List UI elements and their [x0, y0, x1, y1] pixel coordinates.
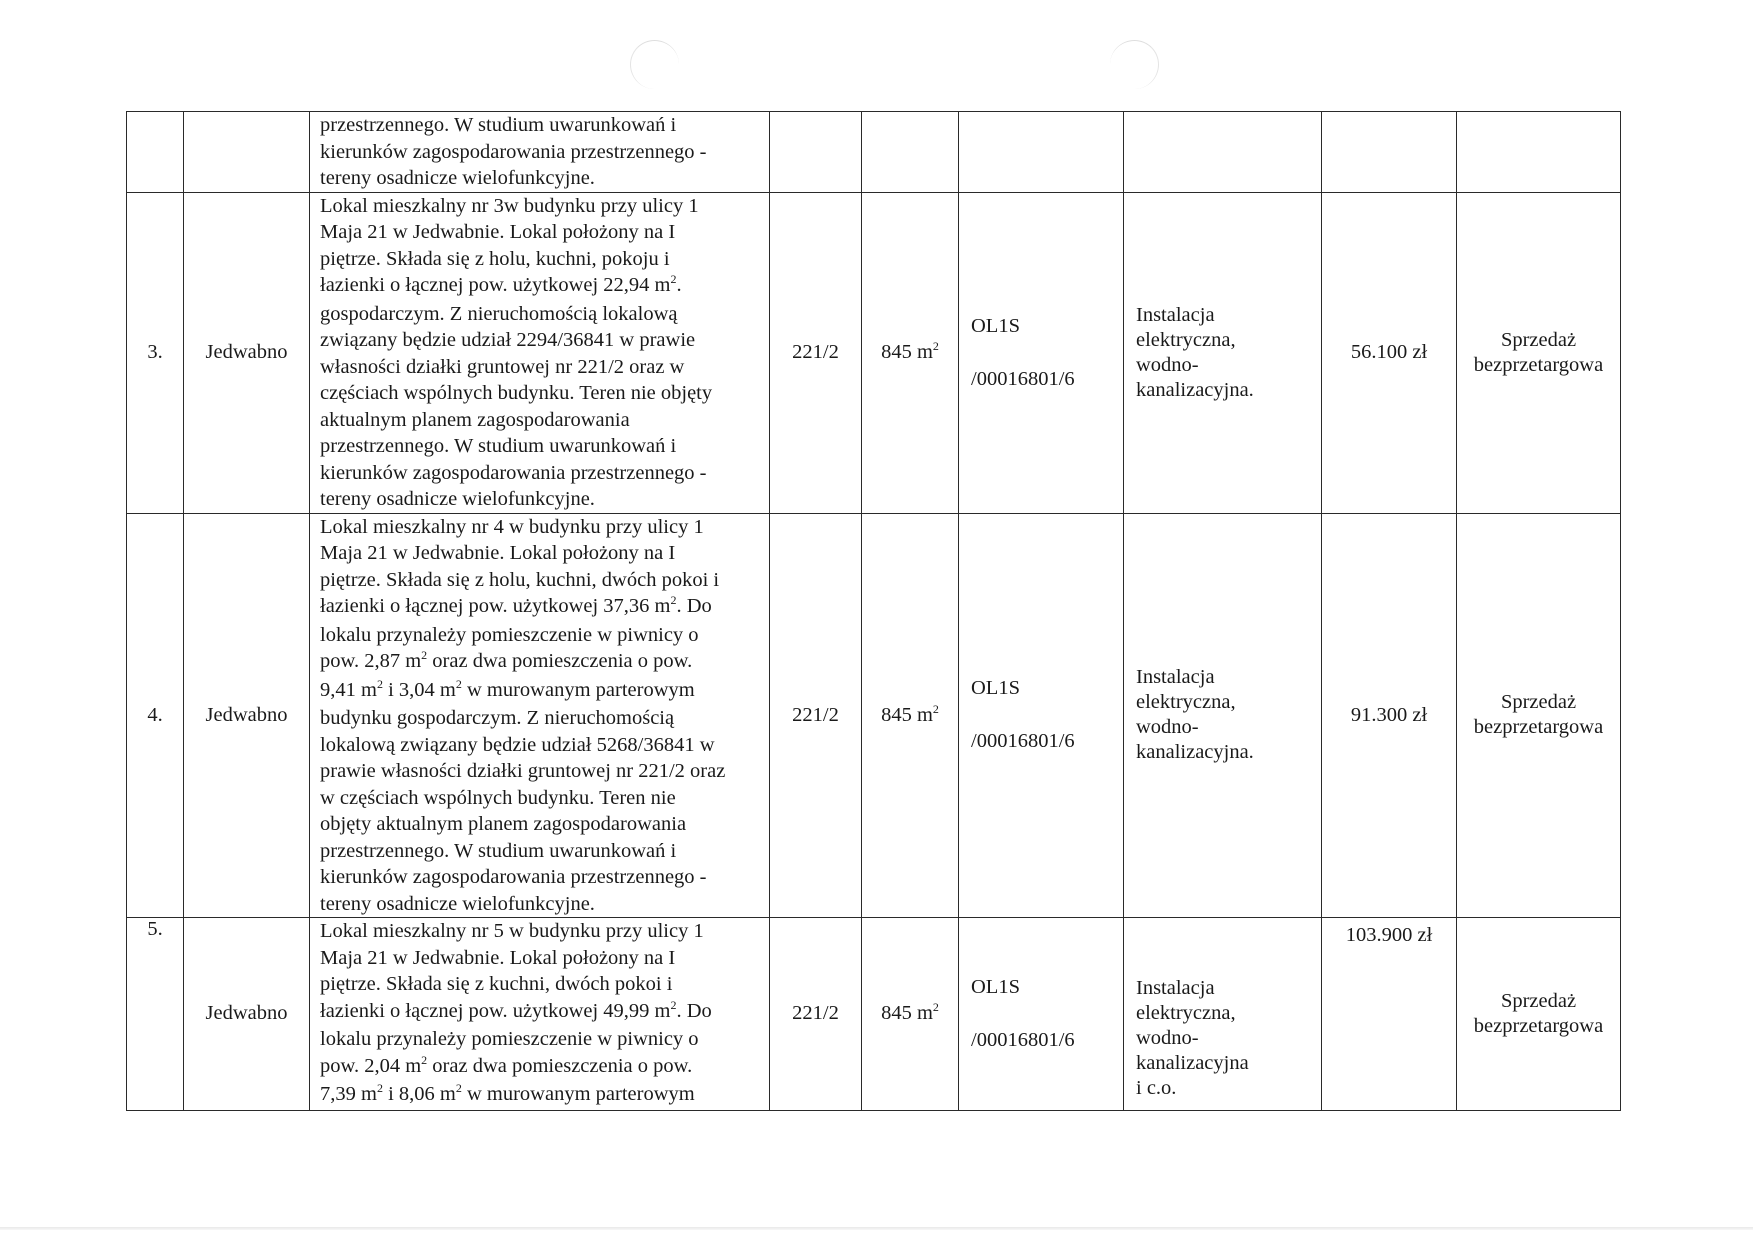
land-register-cell [959, 192, 1124, 513]
superscript-2: 2 [670, 272, 677, 286]
description-line: tereny osadnicze wielofunkcyjne. [320, 488, 595, 510]
superscript-2: 2 [932, 701, 939, 716]
land-register-number: /00016801/6 [971, 1028, 1075, 1051]
table-row [127, 513, 1621, 918]
sale-form-line: Sprzedaż [1500, 328, 1577, 351]
utilities-line: Instalacja [1136, 977, 1215, 1000]
land-register-number: /00016801/6 [971, 730, 1075, 753]
utilities-line: elektryczna, [1136, 691, 1236, 714]
description-line: prawie własności działki gruntowej nr 221/2 oraz [320, 760, 726, 782]
description-line: piętrze. Składa się z holu, kuchni, pokoju i [320, 247, 670, 270]
superscript-2: 2 [421, 648, 428, 662]
superscript-2: 2 [376, 1081, 383, 1095]
plot-number-cell: 221/2 [770, 192, 862, 513]
land-register-prefix: OL1S [971, 975, 1020, 998]
scan-edge [0, 1227, 1753, 1230]
description-line: związany będzie udział 2294/36841 w prawie [320, 329, 696, 351]
utilities-line: Instalacja [1136, 303, 1215, 326]
description-line: Lokal mieszkalny nr 5 w budynku przy ulicy 1 [320, 920, 704, 942]
punch-hole-right [1110, 40, 1159, 89]
location-cell: Jedwabno [184, 513, 310, 918]
description-line: kierunków zagospodarowania przestrzennego - [320, 866, 707, 888]
price-cell [1322, 112, 1457, 193]
sale-form-cell [1457, 192, 1621, 513]
plot-area-cell: 845 $m^2$ [862, 918, 959, 1111]
utilities-line: kanalizacyjna. [1136, 741, 1254, 764]
price-cell: 103.900 zł [1322, 918, 1457, 1111]
description-line: w częściach wspólnych budynku. Teren nie [320, 786, 676, 809]
land-register-cell [959, 112, 1124, 193]
description-cell [310, 513, 770, 918]
description-line: przestrzennego. W studium uwarunkowań i [320, 839, 677, 862]
description-line: własności działki gruntowej nr 221/2 oraz w [320, 355, 685, 378]
row-number-cell: 5. [127, 918, 184, 1111]
description-line: częściach wspólnych budynku. Teren nie objęty [320, 382, 713, 404]
description-line: Maja 21 w Jedwabnie. Lokal położony na I [320, 946, 676, 969]
table-row [127, 192, 1621, 513]
sale-form-cell [1457, 513, 1621, 918]
description-line: pow. 2,04 $m^2$ oraz dwa pomieszczenia o pow. [320, 1052, 693, 1077]
description-line: przestrzennego. W studium uwarunkowań i [320, 114, 677, 136]
plot-area-cell: 845 $m^2$ [862, 192, 959, 513]
price-cell: 91.300 zł [1322, 513, 1457, 918]
table-row [127, 112, 1621, 193]
description-line: kierunków zagospodarowania przestrzennego - [320, 140, 707, 163]
description-cell [310, 112, 770, 193]
description-line: pow. 2,87 $m^2$ oraz dwa pomieszczenia o pow. [320, 648, 693, 672]
land-register-cell [959, 918, 1124, 1111]
sale-form-line: bezprzetargowa [1473, 716, 1604, 739]
description-line: piętrze. Składa się z kuchni, dwóch pokoi i [320, 973, 673, 995]
land-register-cell [959, 513, 1124, 918]
property-table [126, 111, 1621, 1111]
punch-hole-left [630, 40, 679, 89]
description-line: Maja 21 w Jedwabnie. Lokal położony na I [320, 542, 676, 564]
description-line: aktualnym planem zagospodarowania [320, 408, 630, 431]
utilities-line: i c.o. [1136, 1077, 1177, 1100]
description-line: lokalu przynależy pomieszczenie w piwnicy o [320, 623, 699, 646]
description-line: gospodarczym. Z nieruchomością lokalową [320, 302, 678, 325]
sale-form-line: Sprzedaż [1500, 989, 1577, 1012]
description-line: łazienki o łącznej pow. użytkowej 37,36 $m^2$. Do [320, 593, 712, 617]
sale-form-line: bezprzetargowa [1473, 353, 1604, 376]
utilities-cell [1124, 513, 1322, 918]
description-line: przestrzennego. W studium uwarunkowań i [320, 435, 677, 457]
table-row [127, 918, 1621, 1111]
row-number-cell [127, 112, 184, 193]
description-line: lokalową związany będzie udział 5268/36841 w [320, 733, 715, 756]
sale-form-cell [1457, 112, 1621, 193]
utilities-line: elektryczna, [1136, 328, 1236, 351]
utilities-line: kanalizacyjna. [1136, 378, 1254, 401]
description-line: piętrze. Składa się z holu, kuchni, dwóch pokoi i [320, 568, 720, 591]
plot-number-cell: 221/2 [770, 513, 862, 918]
row-number-cell: 4. [127, 513, 184, 918]
utilities-line: wodno- [1136, 716, 1199, 739]
superscript-2: 2 [670, 997, 677, 1012]
plot-area-cell [862, 112, 959, 193]
description-line: tereny osadnicze wielofunkcyjne. [320, 892, 595, 915]
superscript-2: 2 [670, 593, 677, 607]
superscript-2: 2 [376, 676, 383, 691]
plot-number-cell: 221/2 [770, 918, 862, 1111]
description-line: lokalu przynależy pomieszczenie w piwnicy o [320, 1028, 699, 1050]
utilities-line: kanalizacyjna [1136, 1052, 1249, 1075]
sale-form-cell [1457, 918, 1621, 1111]
land-register-prefix: OL1S [971, 677, 1020, 700]
superscript-2: 2 [455, 676, 462, 691]
utilities-cell [1124, 112, 1322, 193]
description-line: łazienki o łącznej pow. użytkowej 49,99 $m^2$. Do [320, 997, 712, 1022]
land-register-prefix: OL1S [971, 314, 1020, 337]
land-register-number: /00016801/6 [971, 367, 1075, 390]
utilities-line: wodno- [1136, 353, 1199, 376]
description-line: 9,41 $m^2$ i 3,04 $m^2$ w murowanym parterowym [320, 676, 695, 701]
description-line: kierunków zagospodarowania przestrzennego - [320, 461, 707, 484]
description-line: Lokal mieszkalny nr 3w budynku przy ulicy 1 [320, 194, 699, 217]
utilities-line: elektryczna, [1136, 1002, 1236, 1025]
superscript-2: 2 [455, 1081, 462, 1095]
location-cell [184, 112, 310, 193]
sale-form-line: bezprzetargowa [1473, 1014, 1604, 1037]
utilities-cell [1124, 192, 1322, 513]
plot-area-cell: 845 $m^2$ [862, 513, 959, 918]
superscript-2: 2 [932, 339, 939, 353]
utilities-line: wodno- [1136, 1027, 1199, 1050]
description-line: Lokal mieszkalny nr 4 w budynku przy ulicy 1 [320, 515, 704, 538]
superscript-2: 2 [932, 1000, 939, 1015]
utilities-line: Instalacja [1136, 666, 1215, 689]
description-line: budynku gospodarczym. Z nieruchomością [320, 707, 675, 729]
description-line: 7,39 $m^2$ i 8,06 $m^2$ w murowanym parterowym [320, 1081, 695, 1105]
utilities-cell [1124, 918, 1322, 1111]
location-cell: Jedwabno [184, 918, 310, 1111]
price-cell: 56.100 zł [1322, 192, 1457, 513]
description-cell [310, 192, 770, 513]
description-line: objęty aktualnym planem zagospodarowania [320, 813, 687, 835]
description-cell [310, 918, 770, 1111]
row-number-cell: 3. [127, 192, 184, 513]
description-line: tereny osadnicze wielofunkcyjne. [320, 167, 595, 189]
location-cell: Jedwabno [184, 192, 310, 513]
superscript-2: 2 [421, 1052, 428, 1067]
plot-number-cell [770, 112, 862, 193]
description-line: łazienki o łącznej pow. użytkowej 22,94 $m^2$. [320, 272, 682, 296]
sale-form-line: Sprzedaż [1500, 691, 1577, 714]
description-line: Maja 21 w Jedwabnie. Lokal położony na I [320, 221, 676, 243]
